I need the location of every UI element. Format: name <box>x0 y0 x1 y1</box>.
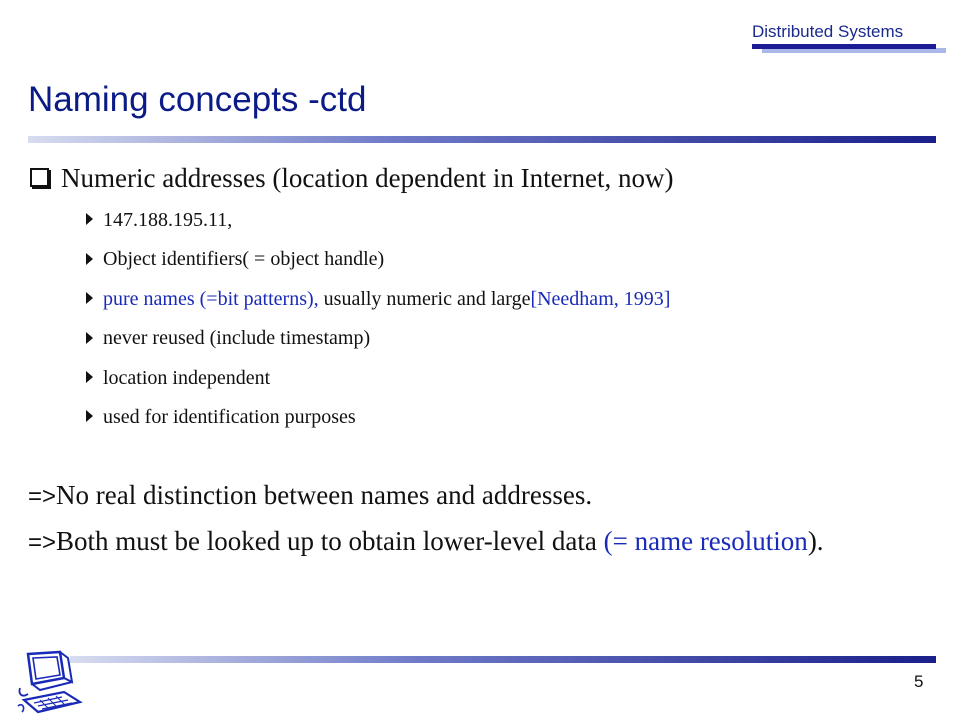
main-bullet-text: Numeric addresses (location dependent in Internet, now) <box>61 163 674 193</box>
triangle-bullet-icon <box>86 213 93 225</box>
title-rule <box>28 136 936 143</box>
sub-bullet-item <box>86 325 670 364</box>
slide-title: Naming concepts -ctd <box>28 80 367 119</box>
triangle-bullet-icon <box>86 253 93 265</box>
main-bullet <box>30 163 674 194</box>
sub-bullet-text: usually numeric and large <box>318 287 531 310</box>
arrow-marker: => <box>28 483 57 510</box>
page-number: 5 <box>914 672 924 691</box>
triangle-bullet-icon <box>86 410 93 422</box>
sub-bullet-text: never reused (include timestamp) <box>103 327 371 350</box>
conclusion-1 <box>28 476 908 516</box>
sub-bullet-item <box>86 246 670 285</box>
name-resolution-text: (= name resolution <box>603 526 808 556</box>
triangle-bullet-icon <box>86 292 93 304</box>
header-label: Distributed Systems <box>752 22 904 41</box>
sub-bullet-item <box>86 207 670 246</box>
sub-bullet-text: location independent <box>103 366 271 389</box>
sub-bullet-text: Object identifiers( = object handle) <box>103 248 385 271</box>
citation-text: [Needham, 1993] <box>530 287 671 310</box>
sub-bullet-item <box>86 404 670 443</box>
sub-bullet-item <box>86 286 670 325</box>
header-bar <box>752 44 936 49</box>
sub-bullet-list <box>86 207 670 443</box>
conclusion-text: No real distinction between names and addresses. <box>56 480 593 510</box>
triangle-bullet-icon <box>86 332 93 344</box>
arrow-marker: => <box>28 529 57 556</box>
sub-bullet-item <box>86 365 670 404</box>
conclusion-text: Both must be looked up to obtain lower-level data <box>56 526 604 556</box>
pure-names-text: pure names (=bit patterns), <box>103 287 319 310</box>
checkbox-icon <box>30 168 49 187</box>
conclusion-2 <box>28 522 942 562</box>
conclusion-tail: ). <box>807 526 824 556</box>
sub-bullet-text: 147.188.195.11, <box>103 209 233 231</box>
computer-icon <box>14 648 86 718</box>
triangle-bullet-icon <box>86 371 93 383</box>
sub-bullet-text: used for identification purposes <box>103 405 356 428</box>
footer-rule <box>70 656 936 663</box>
